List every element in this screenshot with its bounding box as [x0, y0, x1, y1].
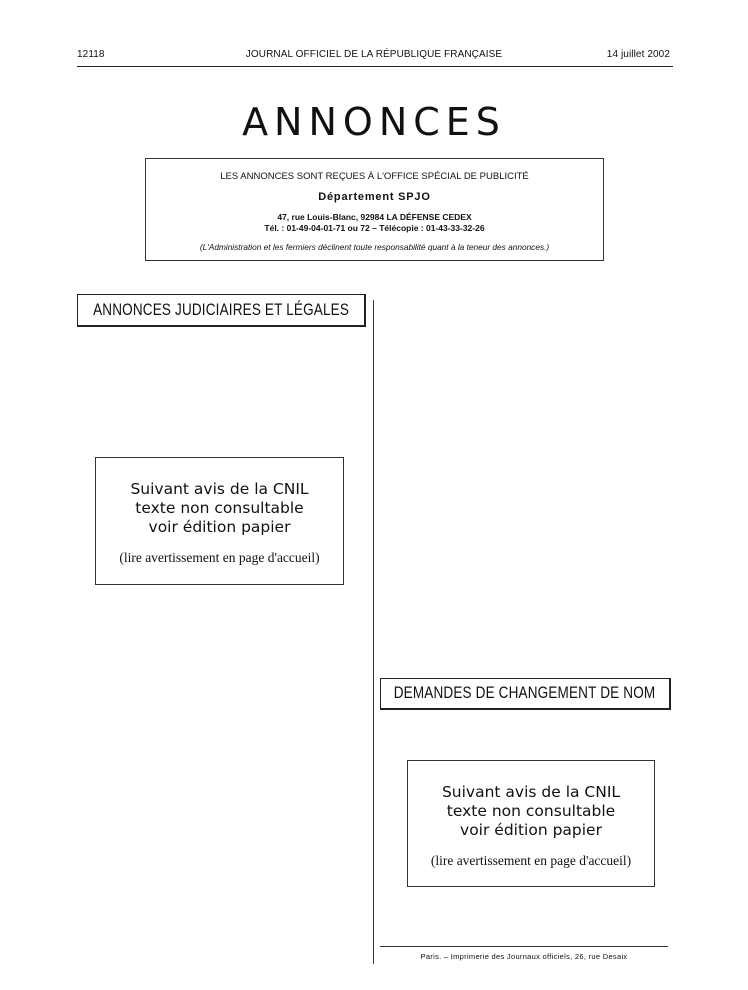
cnil-notice-line: voir édition papier — [148, 518, 291, 536]
printer-footer: Paris. – Imprimerie des Journaux officiels, 26, rue Desaix — [420, 952, 628, 961]
info-disclaimer: (L'Administration et les fermiers déclinent toute responsabilité quant à la teneur des annonces.) — [199, 242, 550, 252]
issue-date: 14 juillet 2002 — [606, 49, 670, 60]
section-heading-changement-nom — [380, 678, 671, 710]
page-number: 12118 — [77, 49, 105, 60]
journal-title: JOURNAL OFFICIEL DE LA RÉPUBLIQUE FRANÇAISE — [245, 49, 503, 60]
column-divider — [373, 300, 374, 964]
info-address: 47, rue Louis-Blanc, 92984 LA DÉFENSE CEDEX — [277, 212, 472, 222]
footer-rule — [380, 946, 668, 947]
cnil-notice — [95, 457, 344, 585]
cnil-notice-line: texte non consultable — [446, 802, 616, 820]
section-heading-label: DEMANDES DE CHANGEMENT DE NOM — [394, 684, 656, 702]
info-reception-line: LES ANNONCES SONT REÇUES À L'OFFICE SPÉCIAL DE PUBLICITÉ — [220, 171, 529, 182]
info-department: Département SPJO — [318, 191, 431, 203]
cnil-notice-note: (lire avertissement en page d'accueil) — [119, 550, 320, 565]
cnil-notice-line: Suivant avis de la CNIL — [130, 480, 309, 498]
cnil-notice — [407, 760, 655, 887]
header-rule — [77, 66, 673, 67]
section-heading-label: ANNONCES JUDICIAIRES ET LÉGALES — [93, 300, 349, 319]
cnil-notice-line: Suivant avis de la CNIL — [441, 783, 621, 801]
info-box — [145, 158, 604, 261]
cnil-notice-line: voir édition papier — [460, 821, 602, 839]
section-heading-judiciaires — [77, 294, 366, 327]
page-title: ANNONCES — [242, 100, 506, 144]
cnil-notice-note: (lire avertissement en page d'accueil) — [430, 853, 632, 868]
cnil-notice-line: texte non consultable — [135, 499, 304, 517]
info-phone: Tél. : 01-49-04-01-71 ou 72 – Télécopie : 01-43-33-32-26 — [264, 223, 485, 233]
